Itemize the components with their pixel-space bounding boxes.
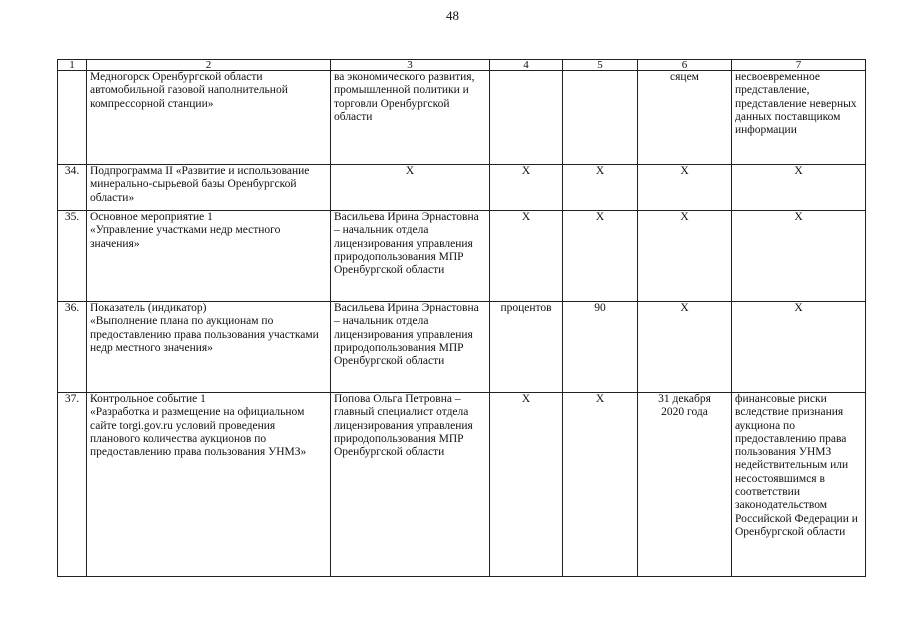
row-responsible: Попова Ольга Петровна – главный специалист отдела лицензирования управления природопользования МПР Оренбургской области — [331, 393, 490, 577]
row-value: 90 — [563, 302, 638, 393]
row-name: Основное мероприятие 1 «Управление участками недр местного значения» — [87, 211, 331, 302]
row-unit: процентов — [490, 302, 563, 393]
column-header: 1 — [58, 60, 87, 71]
table-row — [58, 71, 866, 165]
row-unit — [490, 71, 563, 165]
table-row — [58, 302, 866, 393]
plan-table — [57, 59, 866, 577]
page-number: 48 — [446, 8, 459, 23]
table-row — [58, 393, 866, 577]
row-responsible: ва экономического развития, промышленной политики и торговли Оренбургской области — [331, 71, 490, 165]
row-responsible: Васильева Ирина Эрнастовна – начальник отдела лицензирования управления природопользования МПР Оренбургской области — [331, 302, 490, 393]
row-deadline: Х — [638, 211, 732, 302]
row-number: 35. — [58, 211, 87, 302]
row-risks: Х — [732, 211, 866, 302]
column-header: 6 — [638, 60, 732, 71]
row-name: Контрольное событие 1 «Разработка и размещение на официальном сайте torgi.gov.ru условий проведения планового количества аукционов по предоставлению права пользования УНМЗ» — [87, 393, 331, 577]
row-deadline: Х — [638, 302, 732, 393]
row-number: 34. — [58, 165, 87, 211]
column-header: 7 — [732, 60, 866, 71]
table-row — [58, 165, 866, 211]
row-unit: Х — [490, 165, 563, 211]
row-unit: Х — [490, 393, 563, 577]
column-header: 5 — [563, 60, 638, 71]
row-responsible: Х — [331, 165, 490, 211]
row-value: Х — [563, 211, 638, 302]
row-deadline: Х — [638, 165, 732, 211]
row-name: Подпрограмма II «Развитие и использование минерально-сырьевой базы Оренбургской области» — [87, 165, 331, 211]
column-header: 3 — [331, 60, 490, 71]
row-number — [58, 71, 87, 165]
row-number: 37. — [58, 393, 87, 577]
row-responsible: Васильева Ирина Эрнастовна – начальник отдела лицензирования управления природопользования МПР Оренбургской области — [331, 211, 490, 302]
row-risks: финансовые риски вследствие признания аукциона по предоставлению права пользования УНМЗ недействительным или несостоявшимся в соответствии законодательством Российской Федерации и Оренбургской области — [732, 393, 866, 577]
row-deadline: сяцем — [638, 71, 732, 165]
row-risks: несвоевременное представление, представление неверных данных поставщиком информации — [732, 71, 866, 165]
row-value — [563, 71, 638, 165]
row-number: 36. — [58, 302, 87, 393]
column-header: 2 — [87, 60, 331, 71]
row-value: Х — [563, 165, 638, 211]
table-row — [58, 211, 866, 302]
row-deadline: 31 декабря 2020 года — [638, 393, 732, 577]
row-value: Х — [563, 393, 638, 577]
row-risks: Х — [732, 165, 866, 211]
row-unit: Х — [490, 211, 563, 302]
row-name: Медногорск Оренбургской области автомобильной газовой наполнительной компрессорной станции» — [87, 71, 331, 165]
row-name: Показатель (индикатор) «Выполнение плана по аукционам по предоставлению права пользования участками недр местного значения» — [87, 302, 331, 393]
table-header-row — [58, 60, 866, 71]
row-risks: Х — [732, 302, 866, 393]
column-header: 4 — [490, 60, 563, 71]
